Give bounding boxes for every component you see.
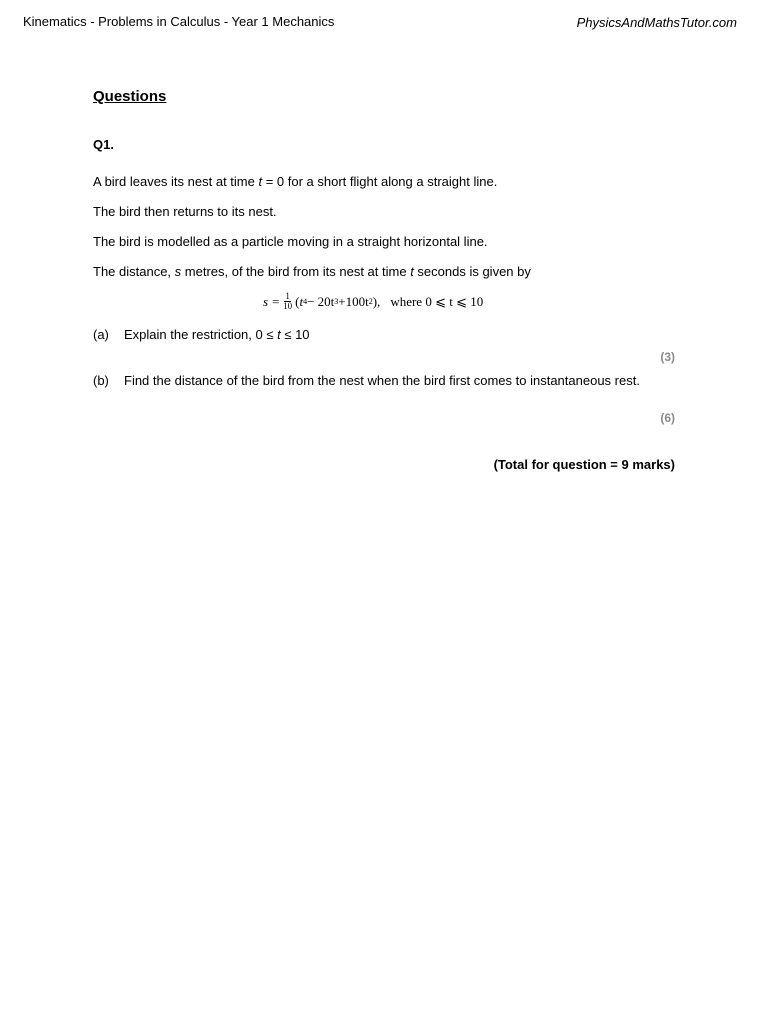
part-text: ≤ 10 bbox=[280, 327, 310, 342]
intro-text: seconds is given by bbox=[413, 264, 531, 279]
question-part-b bbox=[93, 373, 675, 388]
formula-term-3: +100t bbox=[338, 293, 369, 309]
site-name: PhysicsAndMathsTutor.com bbox=[576, 15, 737, 30]
fraction-denominator: 10 bbox=[283, 301, 293, 311]
question-intro-line-3: The bird is modelled as a particle moving in a straight horizontal line. bbox=[93, 234, 488, 249]
part-a-marks: (3) bbox=[660, 350, 675, 364]
variable-t: t bbox=[277, 327, 281, 342]
fraction-numerator: 1 bbox=[285, 291, 290, 301]
part-label: (b) bbox=[93, 373, 109, 388]
intro-text: A bird leaves its nest at time bbox=[93, 174, 259, 189]
part-b-marks: (6) bbox=[660, 411, 675, 425]
part-text: Find the distance of the bird from the nest when the bird first comes to instantaneous rest. bbox=[124, 373, 640, 388]
part-label: (a) bbox=[93, 327, 109, 342]
document-header-title: Kinematics - Problems in Calculus - Year 1 Mechanics bbox=[23, 14, 335, 29]
intro-text: metres, of the bird from its nest at time bbox=[181, 264, 411, 279]
variable-s: s bbox=[174, 264, 182, 279]
formula-lhs: s = bbox=[263, 293, 281, 309]
intro-text: The distance, bbox=[93, 264, 175, 279]
formula-domain: where 0 ⩽ t ⩽ 10 bbox=[390, 293, 484, 309]
question-intro-line-1 bbox=[93, 174, 497, 189]
question-number: Q1. bbox=[93, 137, 114, 152]
question-total-marks: (Total for question = 9 marks) bbox=[493, 457, 675, 472]
question-intro-line-2: The bird then returns to its nest. bbox=[93, 204, 277, 219]
question-part-a bbox=[93, 327, 675, 342]
formula-close-paren: ), bbox=[372, 293, 381, 309]
part-text: Explain the restriction, 0 ≤ bbox=[124, 327, 278, 342]
section-title: Questions bbox=[93, 88, 167, 105]
variable-t: t bbox=[258, 174, 263, 189]
variable-t: t bbox=[410, 264, 414, 279]
formula-open-paren: ( bbox=[295, 293, 300, 309]
intro-text: = 0 for a short flight along a straight line. bbox=[262, 174, 498, 189]
displacement-formula: s = $\frac{1}{10}$ ( t 4 − 20t 3 +100t 2 ), where 0 ⩽ t ⩽ 10 bbox=[263, 291, 484, 311]
formula-fraction bbox=[282, 292, 293, 311]
question-intro-line-4 bbox=[93, 264, 531, 279]
formula-term-1: t bbox=[299, 293, 304, 309]
formula-term-2: − 20t bbox=[307, 293, 335, 309]
